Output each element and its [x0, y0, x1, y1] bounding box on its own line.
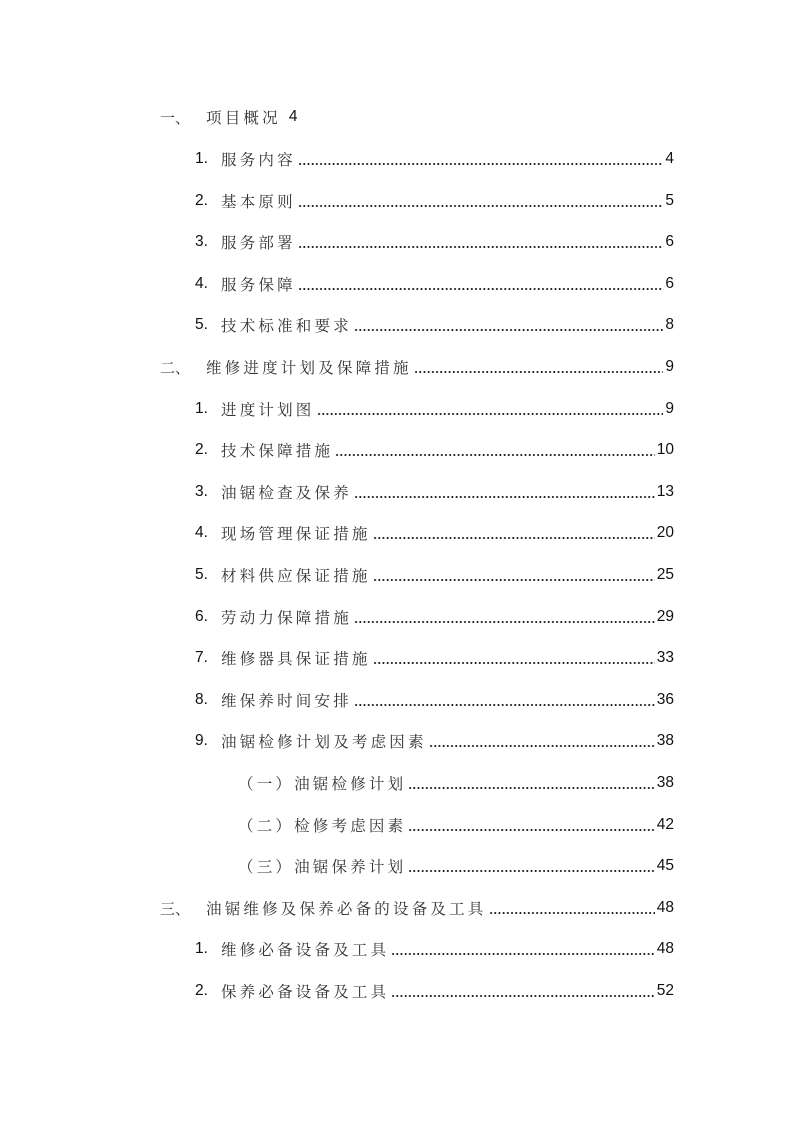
toc-entry-number: 5. [195, 566, 208, 583]
toc-entry-number: 2. [195, 982, 208, 999]
toc-entry-title: 基本原则 [221, 193, 296, 211]
dot-leader [298, 245, 664, 249]
toc-entry-page: 8 [665, 316, 674, 333]
toc-entry-title: 保养必备设备及工具 [221, 983, 390, 1001]
toc-entry-title: 油锯检修计划及考虑因素 [221, 733, 427, 751]
toc-entry-page: 9 [665, 400, 674, 417]
toc-entry-number: 7. [195, 649, 208, 666]
toc-entry[interactable] [195, 148, 674, 170]
toc-entry[interactable] [195, 938, 674, 960]
toc-entry[interactable] [195, 980, 674, 1002]
toc-entry-title: 劳动力保障措施 [221, 609, 352, 627]
toc-entry-number: 4. [195, 524, 208, 541]
toc-entry-title: 现场管理保证措施 [221, 525, 371, 543]
dot-leader [373, 578, 655, 582]
dot-leader [408, 786, 654, 790]
toc-entry-number: 二、 [160, 358, 191, 377]
toc-entry-page: 52 [656, 982, 674, 999]
toc-entry-section-3[interactable] [160, 897, 674, 919]
toc-entry-title: （三）油锯保养计划 [238, 858, 407, 876]
toc-entry[interactable] [195, 273, 674, 295]
toc-subentry[interactable] [238, 814, 674, 836]
toc-entry[interactable] [195, 689, 674, 711]
toc-entry-number: 8. [195, 691, 208, 708]
dot-leader [317, 412, 664, 416]
toc-entry-title: （二）检修考虑因素 [238, 817, 407, 835]
toc-entry[interactable] [195, 481, 674, 503]
toc-entry-title: 进度计划图 [221, 401, 315, 419]
toc-entry-page: 9 [665, 358, 674, 375]
dot-leader [298, 204, 664, 208]
toc-entry-page: 33 [656, 649, 674, 666]
toc-entry-number: 3. [195, 483, 208, 500]
dot-leader [391, 952, 654, 956]
toc-entry[interactable] [195, 439, 674, 461]
toc-entry-number: 4. [195, 275, 208, 292]
toc-entry-page: 36 [656, 691, 674, 708]
toc-entry-page: 48 [656, 899, 674, 916]
toc-entry-title: 项目概况 [206, 109, 281, 127]
toc-entry-title: 材料供应保证措施 [221, 567, 371, 585]
dot-leader [408, 869, 654, 873]
toc-entry-page: 13 [656, 483, 674, 500]
toc-entry-page: 48 [656, 940, 674, 957]
toc-entry-number: 2. [195, 192, 208, 209]
toc-entry-page: 5 [665, 192, 674, 209]
toc-entry[interactable] [195, 190, 674, 212]
dot-leader [354, 620, 655, 624]
dot-leader [408, 828, 654, 832]
toc-entry[interactable] [195, 564, 674, 586]
toc-entry-page: 38 [656, 774, 674, 791]
dot-leader [298, 162, 664, 166]
toc-entry-page: 6 [665, 233, 674, 250]
toc-entry-page: 20 [656, 524, 674, 541]
toc-entry-number: 6. [195, 608, 208, 625]
toc-entry-number: 三、 [160, 899, 191, 918]
toc-entry-number: 1. [195, 940, 208, 957]
toc-entry-number: 2. [195, 441, 208, 458]
dot-leader [429, 744, 655, 748]
toc-entry-page: 38 [656, 732, 674, 749]
toc-entry-title: 服务内容 [221, 151, 296, 169]
toc-entry[interactable] [195, 398, 674, 420]
toc-entry-title: 服务部署 [221, 234, 296, 252]
toc-entry-title: 维修必备设备及工具 [221, 941, 390, 959]
toc-entry-title: （一）油锯检修计划 [238, 775, 407, 793]
toc-entry-number: 9. [195, 732, 208, 749]
toc-entry-page: 42 [656, 816, 674, 833]
toc-entry-title: 油锯检查及保养 [221, 484, 352, 502]
toc-entry-page: 25 [656, 566, 674, 583]
toc-entry-page: 4 [288, 108, 298, 125]
dot-leader [354, 495, 655, 499]
toc-entry-page: 4 [665, 150, 674, 167]
toc-entry-page: 6 [665, 275, 674, 292]
toc-entry-number: 1. [195, 150, 208, 167]
toc-entry-section-2[interactable] [160, 356, 674, 378]
toc-entry[interactable] [195, 730, 674, 752]
toc-subentry[interactable] [238, 855, 674, 877]
toc-entry-page: 10 [656, 441, 674, 458]
dot-leader [489, 911, 655, 915]
toc-entry-number: 1. [195, 400, 208, 417]
dot-leader [414, 370, 664, 374]
toc-entry[interactable] [195, 606, 674, 628]
toc-entry[interactable] [195, 314, 674, 336]
toc-entry-title: 维修进度计划及保障措施 [206, 359, 412, 377]
dot-leader [373, 661, 655, 665]
toc-entry-title: 油锯维修及保养必备的设备及工具 [206, 900, 487, 918]
dot-leader [354, 328, 663, 332]
toc-entry[interactable] [195, 522, 674, 544]
dot-leader [335, 453, 655, 457]
toc-entry-number: 3. [195, 233, 208, 250]
toc-entry-page: 29 [656, 608, 674, 625]
dot-leader [298, 287, 664, 291]
dot-leader [373, 536, 655, 540]
toc-entry-number: 一、 [160, 108, 191, 127]
dot-leader [354, 703, 655, 707]
toc-entry[interactable] [195, 231, 674, 253]
toc-entry-title: 技术保障措施 [221, 442, 334, 460]
toc-entry-page: 45 [656, 857, 674, 874]
toc-entry-title: 维修器具保证措施 [221, 650, 371, 668]
toc-entry-section-1[interactable] [160, 106, 297, 128]
toc-subentry[interactable] [238, 772, 674, 794]
toc-entry-title: 技术标准和要求 [221, 317, 352, 335]
dot-leader [391, 994, 654, 998]
toc-entry[interactable] [195, 647, 674, 669]
toc-entry-title: 服务保障 [221, 276, 296, 294]
toc-entry-title: 维保养时间安排 [221, 692, 352, 710]
toc-entry-number: 5. [195, 316, 208, 333]
